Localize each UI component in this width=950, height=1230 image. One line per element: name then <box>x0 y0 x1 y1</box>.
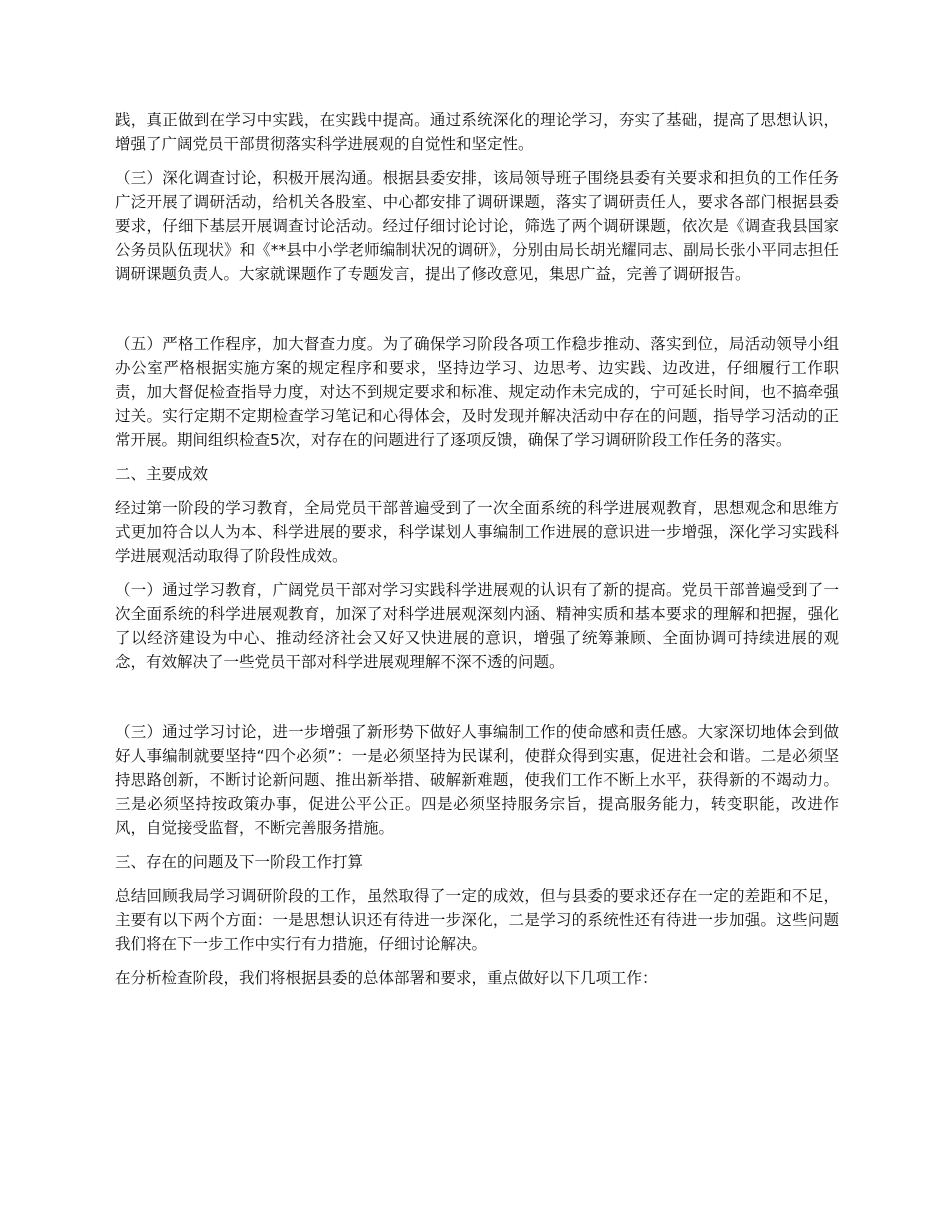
paragraph-section-five-procedure: （五）严格工作程序，加大督查力度。为了确保学习阶段各项工作稳步推动、落实到位，局活动领导小组办公室严格根据实施方案的规定程序和要求，坚持边学习、边思考、边实践、边改进，仔细履行工作职责，加大督促检查指导力度，对达不到规定要求和标准、规定动作未完成的，宁可延长时间，也不搞牵强过关。实行定期不定期检查学习笔记和心得体会，及时发现并解决活动中存在的问题，指导学习活动的正常开展。期间组织检查5次，对存在的问题进行了逐项反馈，确保了学习调研阶段工作任务的落实。 <box>115 335 839 449</box>
paragraph-result-one: （一）通过学习教育，广阔党员干部对学习实践科学进展观的认识有了新的提高。党员干部普遍受到了一次全面系统的科学进展观教育，加深了对科学进展观深刻内涵、精神实质和基本要求的理解和把握，强化了以经济建设为中心、推动经济社会又好又快进展的意识，增强了统筹兼顾、全面协调可持续进展的观念，有效解决了一些党员干部对科学进展观理解不深不透的问题。 <box>115 581 839 671</box>
paragraph-problems-summary: 总结回顾我局学习调研阶段的工作，虽然取得了一定的成效，但与县委的要求还存在一定的差距和不足，主要有以下两个方面：一是思想认识还有待进一步深化，二是学习的系统性还有待进一步加强。这些问题我们将在下一步工作中实行有力措施，仔细讨论解决。 <box>115 887 839 953</box>
heading-main-results: 二、主要成效 <box>115 465 209 483</box>
paragraph-section-three-research: （三）深化调查讨论，积极开展沟通。根据县委安排，该局领导班子围绕县委有关要求和担负的工作任务广泛开展了调研活动，给机关各股室、中心都安排了调研课题，落实了调研责任人，要求各部门根据县委要求，仔细下基层开展调查讨论活动。经过仔细讨论讨论，筛选了两个调研课题，依次是《调查我县国家公务员队伍现状》和《**县中小学老师编制状况的调研》，分别由局长胡光耀同志、副局长张小平同志担任调研课题负责人。大家就课题作了专题发言，提出了修改意见，集思广益，完善了调研报告。 <box>115 169 839 283</box>
paragraph-results-summary: 经过第一阶段的学习教育，全局党员干部普遍受到了一次全面系统的科学进展观教育，思想观念和思维方式更加符合以人为本、科学进展的要求，科学谋划人事编制工作进展的意识进一步增强，深化学习实践科学进展观活动取得了阶段性成效。 <box>115 499 839 565</box>
heading-problems-and-plans: 三、存在的问题及下一阶段工作打算 <box>115 853 364 871</box>
paragraph-next-stage: 在分析检查阶段，我们将根据县委的总体部署和要求，重点做好以下几项工作： <box>115 969 658 987</box>
paragraph-result-three: （三）通过学习讨论，进一步增强了新形势下做好人事编制工作的使命感和责任感。大家深切地体会到做好人事编制就要坚持“四个必须”：一是必须坚持为民谋利，使群众得到实惠，促进社会和谐。二是必须坚持思路创新，不断讨论新问题、推出新举措、破解新难题，使我们工作不断上水平，获得新的不竭动力。三是必须坚持按政策办事，促进公平公正。四是必须坚持服务宗旨，提高服务能力，转变职能，改进作风，自觉接受监督，不断完善服务措施。 <box>115 723 839 837</box>
paragraph-gap <box>115 684 839 720</box>
document-body <box>115 108 839 1000</box>
paragraph-intro-continuation: 践，真正做到在学习中实践，在实践中提高。通过系统深化的理论学习，夯实了基础，提高了思想认识，增强了广阔党员干部贯彻落实科学进展观的自觉性和坚定性。 <box>115 111 839 153</box>
paragraph-gap <box>115 296 839 332</box>
